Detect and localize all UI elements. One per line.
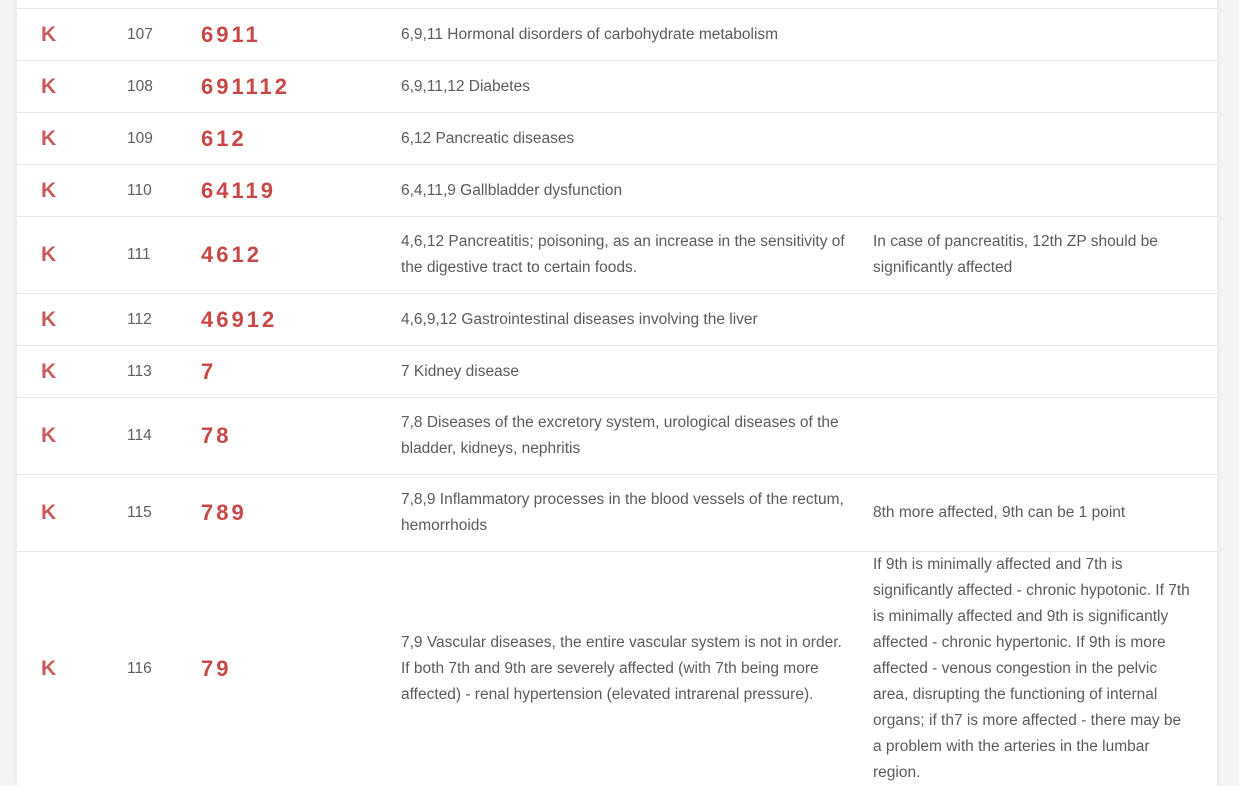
row-description: 6,9,11 Hormonal disorders of carbohydrate metabolism — [401, 9, 873, 61]
row-number: 108 — [127, 61, 201, 113]
row-note — [873, 398, 1217, 475]
table-row-partial — [17, 0, 1217, 9]
row-code: 691112 — [201, 61, 401, 113]
row-note — [873, 113, 1217, 165]
row-note — [873, 61, 1217, 113]
row-letter: K — [17, 346, 127, 398]
row-code: 64119 — [201, 165, 401, 217]
table-row — [17, 217, 1217, 294]
row-description: 4,6,9,12 Gastrointestinal diseases involving the liver — [401, 294, 873, 346]
row-number: 111 — [127, 217, 201, 294]
row-letter: K — [17, 398, 127, 475]
row-note: If 9th is minimally affected and 7th is significantly affected - chronic hypotonic. If 7th is minimally affected and 9th is significantly affected - chronic hypertonic. If 9th is more affected - venous congestion in the pelvic area, disrupting the functioning of internal organs; if th7 is more affected - there may be a problem with the arteries in the lumbar region. — [873, 552, 1217, 786]
table-row — [17, 61, 1217, 113]
row-letter: K — [17, 217, 127, 294]
row-note — [873, 346, 1217, 398]
row-number: 114 — [127, 398, 201, 475]
table-row — [17, 113, 1217, 165]
diagnosis-table — [17, 0, 1217, 786]
row-code: 78 — [201, 398, 401, 475]
row-description: 7,9 Vascular diseases, the entire vascular system is not in order. If both 7th and 9th are severely affected (with 7th being more affected) - renal hypertension (elevated intrarenal pressure). — [401, 552, 873, 786]
row-number: 107 — [127, 9, 201, 61]
row-letter: K — [17, 165, 127, 217]
row-note — [873, 294, 1217, 346]
diagnosis-table-card — [16, 0, 1218, 786]
row-code: 7 — [201, 346, 401, 398]
row-note — [873, 165, 1217, 217]
row-letter: K — [17, 113, 127, 165]
row-number: 113 — [127, 346, 201, 398]
row-description: 6,9,11,12 Diabetes — [401, 61, 873, 113]
row-number: 115 — [127, 475, 201, 552]
row-note: In case of pancreatitis, 12th ZP should be significantly affected — [873, 217, 1217, 294]
row-code: 789 — [201, 475, 401, 552]
row-code: 46912 — [201, 294, 401, 346]
row-number: 116 — [127, 552, 201, 786]
row-description: 7 Kidney disease — [401, 346, 873, 398]
row-code: 6911 — [201, 9, 401, 61]
row-description: 6,4,11,9 Gallbladder dysfunction — [401, 165, 873, 217]
row-description: 4,6,12 Pancreatitis; poisoning, as an increase in the sensitivity of the digestive tract to certain foods. — [401, 217, 873, 294]
row-code: 612 — [201, 113, 401, 165]
row-code: 4612 — [201, 217, 401, 294]
row-number: 112 — [127, 294, 201, 346]
table-row — [17, 9, 1217, 61]
row-note: 8th more affected, 9th can be 1 point — [873, 475, 1217, 552]
table-row — [17, 398, 1217, 475]
row-letter: K — [17, 475, 127, 552]
row-number: 109 — [127, 113, 201, 165]
table-row — [17, 294, 1217, 346]
row-description: 7,8,9 Inflammatory processes in the blood vessels of the rectum, hemorrhoids — [401, 475, 873, 552]
table-row — [17, 346, 1217, 398]
row-letter: K — [17, 294, 127, 346]
row-code: 79 — [201, 552, 401, 786]
table-row — [17, 165, 1217, 217]
row-letter: K — [17, 9, 127, 61]
row-note — [873, 9, 1217, 61]
row-letter: K — [17, 552, 127, 786]
row-description: 6,12 Pancreatic diseases — [401, 113, 873, 165]
row-number: 110 — [127, 165, 201, 217]
table-row — [17, 552, 1217, 786]
row-description: 7,8 Diseases of the excretory system, urological diseases of the bladder, kidneys, nephritis — [401, 398, 873, 475]
table-row — [17, 475, 1217, 552]
row-letter: K — [17, 61, 127, 113]
